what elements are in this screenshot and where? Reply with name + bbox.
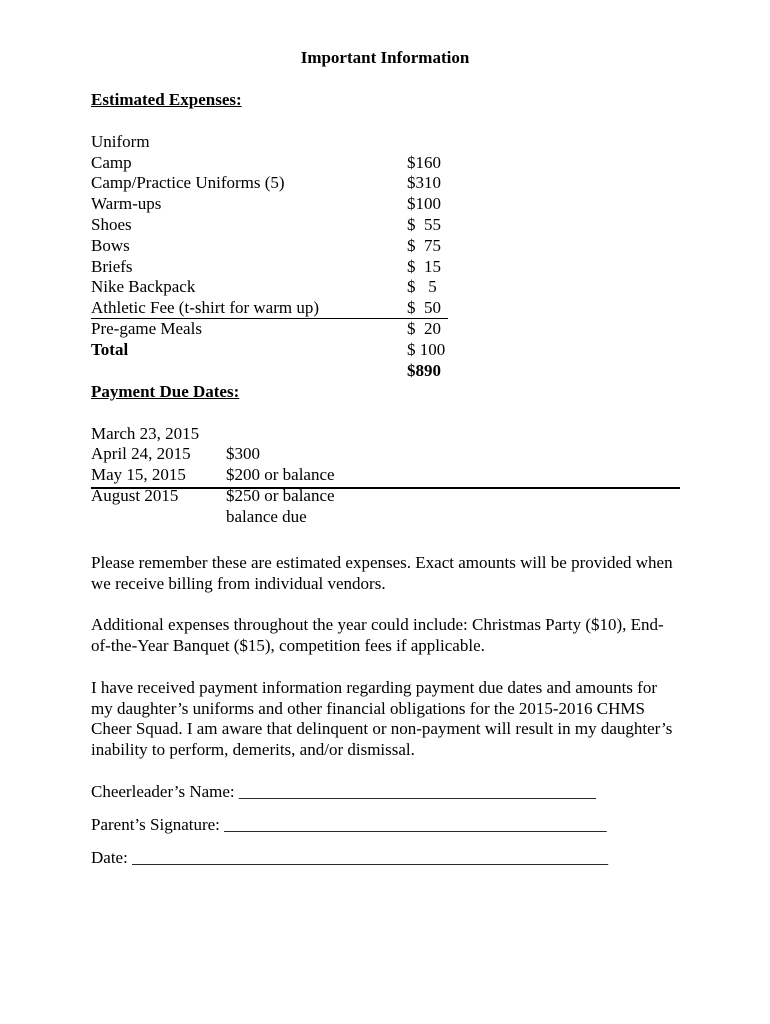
payment-amount: balance due [226,506,307,526]
date-field[interactable]: Date: ________________________________________________________ [91,847,609,867]
title-spacer [91,69,681,90]
page-title: Important Information [300,48,470,67]
expense-label: Pre-game Meals [91,318,202,338]
payments-heading: Payment Due Dates: [91,381,240,401]
expense-label: Briefs [91,256,133,276]
additional-expenses-paragraph: Additional expenses throughout the year could include: Christmas Party ($10), End-of-the-Year Banquet ($15), competition fees if applicable. [91,615,664,656]
expense-amount: $ 75 [407,235,441,255]
document-page [91,48,681,881]
expense-label: Camp/Practice Uniforms (5) [91,173,285,193]
expense-label: Nike Backpack [91,277,196,297]
section-gap [91,489,681,553]
payment-date: May 15, 2015 [91,465,186,485]
expense-amount: $160 [407,152,441,172]
payments-list [91,403,681,526]
expense-amount: $ 100 [407,339,446,359]
expense-amount: $ 20 [407,318,441,338]
section-gap [91,340,681,382]
expenses-list [91,111,681,380]
expense-amount: $ 55 [407,214,441,234]
expense-total-label: Total [91,339,129,359]
expense-amount: $310 [407,173,441,193]
payment-amount: $200 or balance [226,465,335,485]
cheerleader-name-field[interactable]: Cheerleader’s Name: __________________________________________ [91,781,596,801]
expense-label: Bows [91,235,130,255]
expense-label: Camp [91,152,132,172]
payment-amount: $250 or balance [226,485,335,505]
expense-amount: $ 50 [407,298,441,318]
expense-amount: $100 [407,194,441,214]
acknowledgement-paragraph: I have received payment information regarding payment due dates and amounts for my daughter’s uniforms and other financial obligations for the 2015-2016 CHMS Cheer Squad. I am aware that delinquent or non-payment will result in my daughter’s inability to perform, demerits, and/or dismissal. [91,677,673,760]
payment-date: March 23, 2015 [91,423,200,443]
expense-label: Shoes [91,214,132,234]
expense-label: Athletic Fee (t-shirt for warm up) [91,298,320,318]
expense-amount: $ 5 [407,277,437,297]
payment-date: April 24, 2015 [91,444,191,464]
expenses-heading: Estimated Expenses: [91,90,242,109]
expense-label: Warm-ups [91,194,162,214]
parent-signature-field[interactable]: Parent’s Signature: _____________________________________________ [91,814,607,834]
expense-total-amount: $890 [407,360,441,380]
expense-label: Uniform [91,131,150,151]
estimate-note-paragraph: Please remember these are estimated expenses. Exact amounts will be provided when we receive billing from individual vendors. [91,552,673,593]
payment-date: August 2015 [91,485,179,505]
expense-amount: $ 15 [407,256,441,276]
payment-amount: $300 [226,444,260,464]
